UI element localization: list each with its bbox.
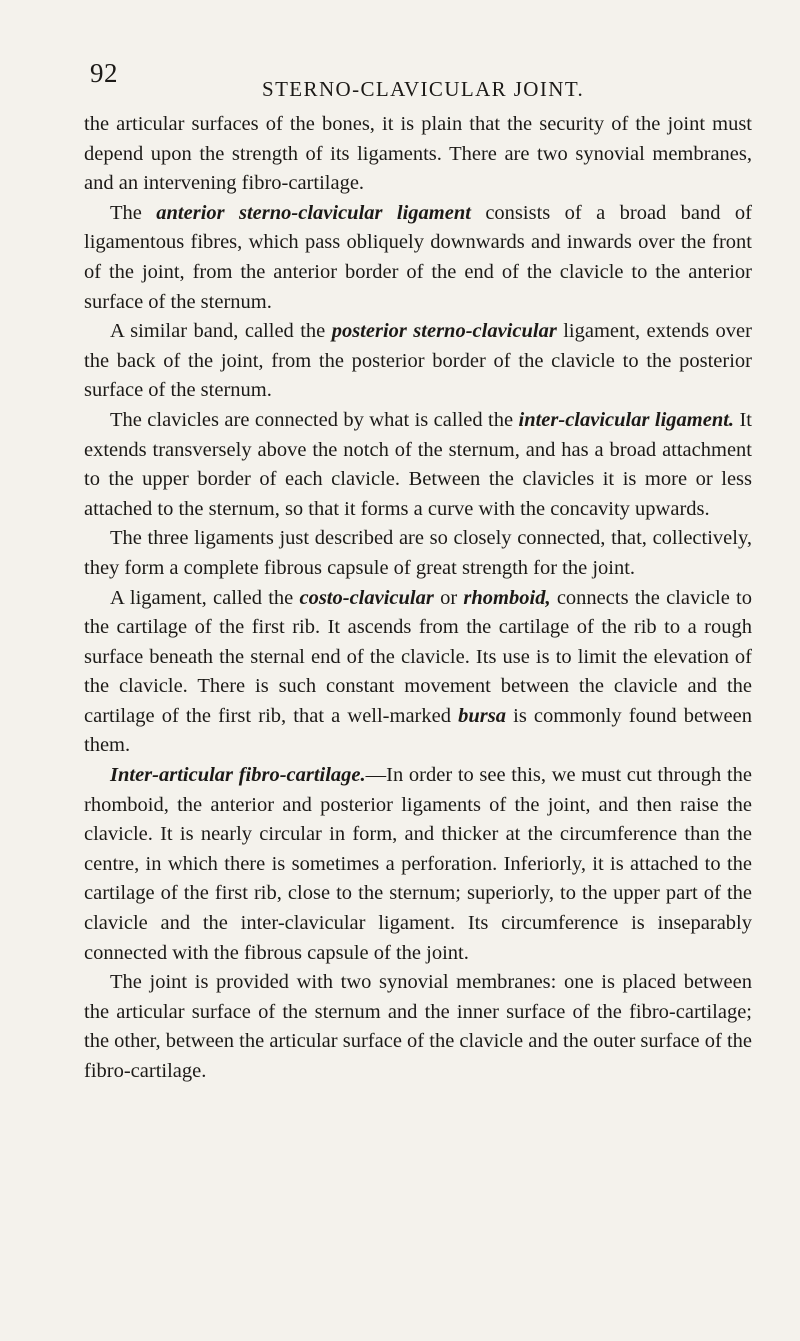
italic-term: Inter-articular fibro-cartilage. (110, 764, 366, 787)
italic-term: costo-clavicular (299, 586, 434, 609)
italic-term: rhomboid, (463, 586, 551, 609)
paragraph-fibrous-capsule (84, 524, 752, 583)
text-run: The clavicles are connected by what is called the (110, 408, 519, 431)
running-head: STERNO-CLAVICULAR JOINT. (262, 77, 585, 101)
text-run: A ligament, called the (110, 586, 300, 609)
body-text (84, 110, 752, 1087)
text-run: —In order to see this, we must cut through the rhomboid, the anterior and posterior ligaments of the joint, and then raise the clavicle. It is nearly circular in form, and thicker at the circumference than the centre, in which there is sometimes a perforation. Inferiorly, it is attached to the cartilage of the first rib, close to the sternum; superiorly, to the upper part of the clavicle and the inter-clavicular ligament. Its circumference is inseparably connected with the fibrous capsule of the joint. (84, 764, 753, 964)
text-run: The three ligaments just described are so closely connected, that, collectively, they form a complete fibrous capsule of great strength for the joint. (84, 527, 752, 579)
text-run: It extends transversely above the notch of the sternum, and has a broad attachment to the upper border of each clavicle. Between the clavicles it is more or less attached to the sternum, so that it forms a curve with the concavity upwards. (84, 408, 752, 520)
paragraph-synovial-membranes (84, 968, 752, 1086)
text-run: The (110, 201, 157, 224)
italic-term: posterior sterno-clavicular (331, 320, 557, 343)
text-run: consists of a broad band of ligamentous fibres, which pass obliquely downwards and inwards over the front of the joint, from the anterior border of the end of the clavicle to the anterior surface of the sternum. (84, 201, 753, 313)
text-run: ligament, extends over the back of the joint, from the posterior border of the clavicle to the posterior surface of the sternum. (84, 320, 752, 402)
text-run: The joint is provided with two synovial membranes: one is placed between the articular surface of the sternum and the inner surface of the fibro-cartilage; the other, between the articular surface of the clavicle and the outer surface of the fibro-cartilage. (84, 971, 752, 1082)
page-header (90, 58, 740, 101)
paragraph-intro (84, 110, 752, 199)
italic-term: inter-clavicular ligament. (518, 408, 735, 431)
paragraph-posterior-ligament (84, 317, 752, 406)
text-run: or (433, 586, 464, 609)
text-run: connects the clavicle to the cartilage of the first rib. It ascends from the cartilage of the rib to a rough surface beneath the sternal end of the clavicle. Its use is to limit the elevation of the clavicle. There is such constant movement between the clavicle and the cartilage of the first rib, that a well-marked (84, 586, 752, 727)
italic-term: anterior sterno-clavicular ligament (156, 201, 471, 224)
paragraph-anterior-ligament (84, 199, 752, 317)
paragraph-costo-clavicular-ligament (84, 584, 752, 762)
paragraph-fibro-cartilage (84, 761, 752, 968)
paragraph-inter-clavicular-ligament (84, 406, 752, 524)
text-run: the articular surfaces of the bones, it is plain that the security of the joint must depend upon the strength of its ligaments. There are two synovial membranes, and an intervening fibro-cartilage. (84, 113, 752, 195)
page-number: 92 (90, 58, 118, 88)
italic-term: bursa (458, 704, 506, 727)
text-run: A similar band, called the (110, 320, 332, 343)
text-run: is commonly found between them. (84, 704, 753, 757)
